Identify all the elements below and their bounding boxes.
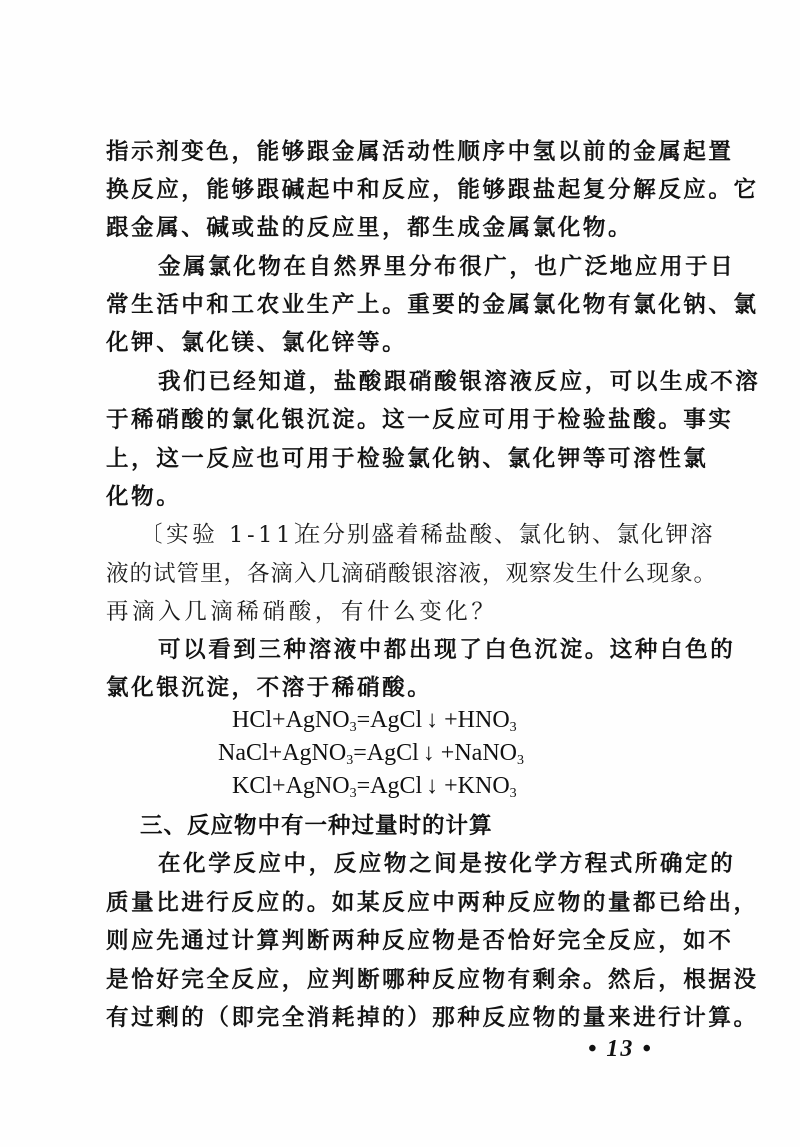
- text-line: 再滴入几滴稀硝酸，有什么变化？: [106, 599, 498, 625]
- reactant: NaCl: [218, 740, 269, 766]
- precipitate: AgCl: [370, 707, 423, 733]
- subscript: 3: [349, 786, 357, 801]
- plus-sign: +: [272, 773, 286, 799]
- text-line: 化钾、氯化镁、氯化锌等。: [106, 330, 408, 356]
- subscript: 3: [509, 720, 517, 735]
- plus-sign: +: [272, 707, 286, 733]
- down-arrow-icon: ↓: [422, 740, 435, 766]
- plus-sign: +: [444, 773, 458, 799]
- plus-sign: +: [268, 740, 283, 766]
- text-line: 在分别盛着稀盐酸、氯化钠、氯化钾溶: [298, 522, 715, 548]
- text-line: 上，这一反应也可用于检验氯化钠、氯化钾等可溶性氯: [106, 446, 709, 472]
- product: HNO: [457, 707, 510, 733]
- equals-sign: =: [356, 707, 371, 733]
- subscript: 3: [349, 720, 357, 735]
- text-line: 我们已经知道，盐酸跟硝酸银溶液反应，可以生成不溶: [158, 369, 761, 395]
- chemical-equation: [232, 704, 517, 736]
- reagent: AgNO: [285, 707, 350, 733]
- section-heading: 三、反应物中有一种过量时的计算: [140, 813, 493, 839]
- text-line: 常生活中和工农业生产上。重要的金属氯化物有氯化钠、氯: [106, 292, 759, 318]
- subscript: 3: [516, 753, 524, 768]
- plus-sign: +: [440, 740, 455, 766]
- equals-sign: =: [356, 773, 371, 799]
- experiment-label: 〔实验 1-11〕: [140, 522, 321, 548]
- text-line: 可以看到三种溶液中都出现了白色沉淀。这种白色的: [158, 637, 736, 663]
- text-line: 有过剩的（即完全消耗掉的）那种反应物的量来进行计算。: [106, 1005, 759, 1031]
- text-line: 氯化银沉淀，不溶于稀硝酸。: [106, 675, 433, 701]
- product: NaNO: [454, 740, 517, 766]
- reagent: AgNO: [285, 773, 350, 799]
- reactant: KCl: [232, 773, 273, 799]
- text-line: 于稀硝酸的氯化银沉淀。这一反应可用于检验盐酸。事实: [106, 407, 734, 433]
- subscript: 3: [509, 786, 517, 801]
- page-number: • 13 •: [588, 1036, 653, 1062]
- text-line: 则应先通过计算判断两种反应物是否恰好完全反应，如不: [106, 928, 734, 954]
- text-line: 在化学反应中，反应物之间是按化学方程式所确定的: [158, 851, 736, 877]
- text-line: 金属氯化物在自然界里分布很广，也广泛地应用于日: [158, 254, 736, 280]
- down-arrow-icon: ↓: [426, 773, 439, 799]
- reagent: AgNO: [282, 740, 347, 766]
- text-line: 跟金属、碱或盐的反应里，都生成金属氯化物。: [106, 215, 634, 241]
- text-line: 是恰好完全反应，应判断哪种反应物有剩余。然后，根据没: [106, 967, 759, 993]
- equals-sign: =: [353, 740, 367, 766]
- text-line: 液的试管里，各滴入几滴硝酸银溶液，观察发生什么现象。: [106, 561, 718, 587]
- text-line: 指示剂变色，能够跟金属活动性顺序中氢以前的金属起置: [106, 139, 734, 165]
- plus-sign: +: [444, 707, 458, 733]
- precipitate: AgCl: [370, 773, 423, 799]
- subscript: 3: [346, 753, 354, 768]
- chemical-equation: [218, 737, 524, 769]
- down-arrow-icon: ↓: [426, 707, 439, 733]
- text-line: 化物。: [106, 484, 182, 510]
- precipitate: AgCl: [366, 740, 419, 766]
- product: KNO: [457, 773, 510, 799]
- text-line: 换反应，能够跟碱起中和反应，能够跟盐起复分解反应。它: [106, 177, 759, 203]
- text-line: 质量比进行反应的。如某反应中两种反应物的量都已给出，: [106, 890, 759, 916]
- chemical-equation: [232, 770, 517, 802]
- reactant: HCl: [232, 707, 273, 733]
